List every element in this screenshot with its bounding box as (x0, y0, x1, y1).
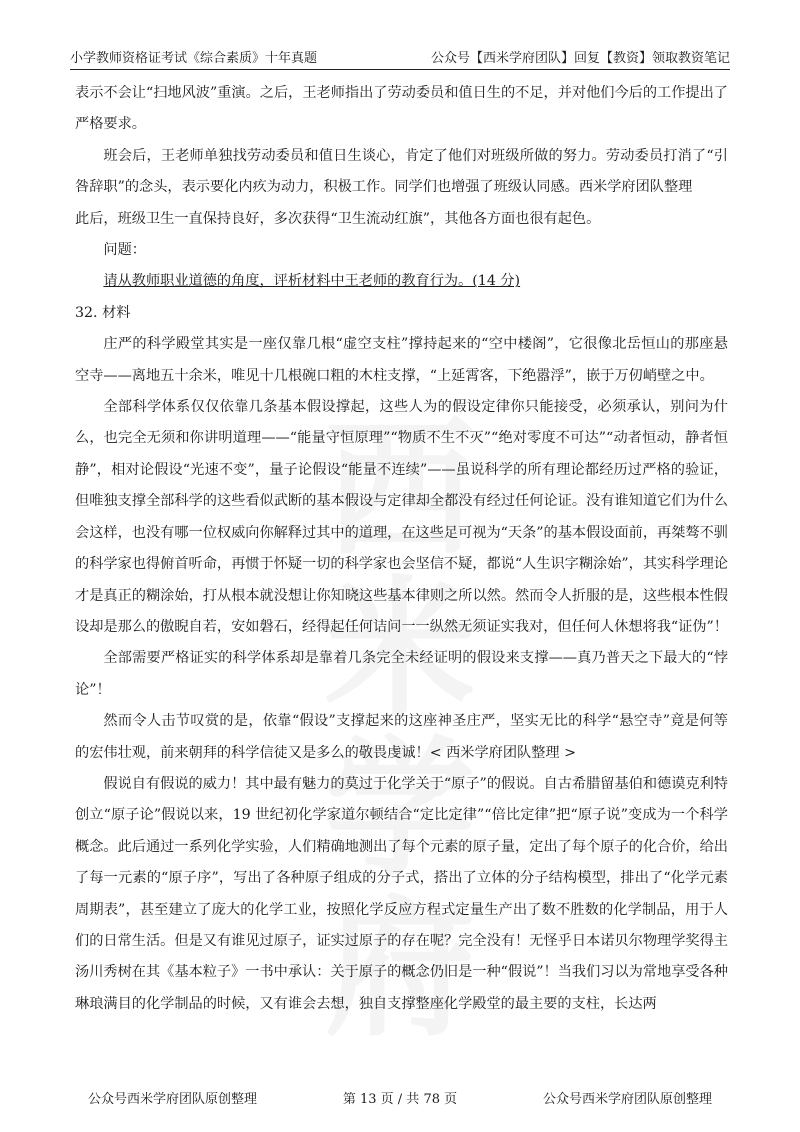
paragraph: 庄严的科学殿堂其实是一座仅靠几根“虚空支柱”撑持起来的“空中楼阁”，它很像北岳恒山的那座悬空寺——离地五十余米，唯见十几根碗口粗的木柱支撑，“上延霄客，下绝嚣浮”，嵌于万仞峭壁之中。 (75, 336, 728, 384)
paragraph: 全部需要严格证实的科学体系却是靠着几条完全未经证明的假设来支撑——真乃普天之下最大的“悖论”！ (75, 650, 728, 698)
question-label: 问题： (103, 242, 146, 259)
paragraph: 全部科学体系仅仅依靠几条基本假设撑起，这些人为的假设定律你只能接受，必须承认，别问为什么，也完全无须和你讲明道理——“能量守恒原理”“物质不生不灭”“绝对零度不可达”“动者恒动，静者恒静”，相对论假设“光速不变”，量子论假设“能量不连续”——虽说科学的所有理论都经历过严格的验证，但唯独支撑全部科学的这些看似武断的基本假设与定律却全都没有经过任何论证。没有谁知道它们为什么会这样，也没有哪一位权威向你解释过其中的道理，在这些足可视为“天条”的基本假设面前，再桀骜不驯的科学家也得俯首听命，再惯于怀疑一切的科学家也会坚信不疑，都说“人生识字糊涂始”，其实科学理论才是真正的糊涂始，打从根本就没想让你知晓这些基本律则之所以然。然而令人折服的是，这些根本性假设却是那么的傲睨自若，安如磐石，经得起任何诘问一一纵然无须证实我对，但任何人休想将我“证伪”！ (75, 399, 728, 635)
footer-right-text: 公众号西米学府团队原创整理 (542, 1092, 712, 1107)
paragraph: 班会后，王老师单独找劳动委员和值日生谈心，肯定了他们对班级所做的努力。劳动委员打消了“引咎辞职”的念头，表示要化内疚为动力，积极工作。同学们也增强了班级认同感。西米学府团队整理 (75, 147, 728, 196)
document-body (75, 78, 728, 1020)
question-text: 请从教师职业道德的角度，评析材料中王老师的教育行为。(14 分) (103, 273, 521, 290)
paragraph: 此后，班级卫生一直保持良好，多次获得“卫生流动红旗”，其他各方面也很有起色。 (75, 210, 601, 227)
paragraph: 表示不会让“扫地风波”重演。之后，王老师指出了劳动委员和值日生的不足，并对他们今后的工作提出了严格要求。 (75, 85, 728, 133)
header-right-text: 公众号【西米学府团队】回复【教资】领取教资笔记 (430, 51, 730, 66)
footer-left-text: 公众号西米学府团队原创整理 (88, 1092, 258, 1107)
header-left-text: 小学教师资格证考试《综合素质》十年真题 (70, 51, 318, 66)
page-number: 第 13 页 / 共 78 页 (342, 1092, 458, 1107)
section-heading: 32. 材料 (75, 304, 131, 321)
paragraph: 然而令人击节叹赏的是，依靠“假设”支撑起来的这座神圣庄严，坚实无比的科学“悬空寺”竟是何等的宏伟壮观，前来朝拜的科学信徒又是多么的敬畏虔诚！< 西米学府团队整理 > (75, 713, 728, 761)
page-footer (88, 1088, 712, 1107)
page-header (70, 44, 730, 70)
paragraph: 假说自有假说的威力！其中最有魅力的莫过于化学关于“原子”的假说。自古希腊留基伯和德谟克利特创立“原子论”假说以来，19 世纪初化学家道尔顿结合“定比定律”“倍比定律”把“原子说”变成为一个科学概念。此后通过一系列化学实验，人们精确地测出了每个元素的原子量，定出了每个原子的化合价，给出了每一元素的“原子序”，写出了各种原子组成的分子式，搭出了立体的分子结构模型，排出了“化学元素周期表”，甚至建立了庞大的化学工业，按照化学反应方程式定量生产出了数不胜数的化学制品，用于人们的日常生活。但是又有谁见过原子，证实过原子的存在呢？完全没有！无怪乎日本诺贝尔物理学奖得主汤川秀树在其《基本粒子》一书中承认：关于原子的概念仍旧是一种“假说”！当我们习以为常地享受各种琳琅满目的化学制品的时候，又有谁会去想，独自支撑整座化学殿堂的最主要的支柱，长达两 (75, 775, 728, 1012)
